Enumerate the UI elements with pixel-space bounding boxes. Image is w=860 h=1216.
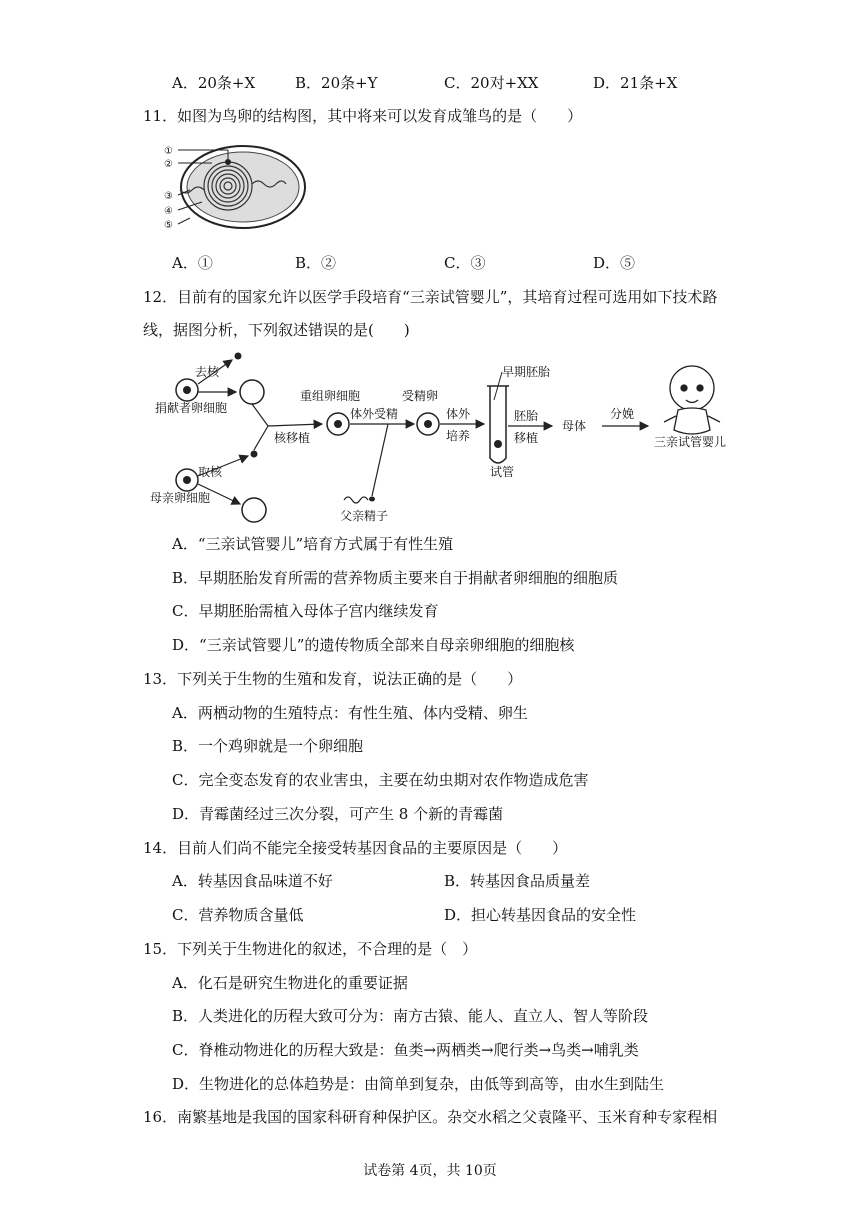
remove-nucleus-label: 去核 xyxy=(195,365,220,379)
q14-option-a: A．转基因食品味道不好 xyxy=(172,872,333,890)
q11-option-a: A．① xyxy=(172,254,213,272)
q15-option-a: A．化石是研究生物进化的重要证据 xyxy=(172,974,408,992)
bird-egg-diagram xyxy=(150,140,310,235)
q10-option-b: B．20条+Y xyxy=(295,74,378,92)
q15-option-d: D．生物进化的总体趋势是：由简单到复杂，由低等到高等，由水生到陆生 xyxy=(172,1075,665,1093)
q11-stem: 11．如图为鸟卵的结构图，其中将来可以发育成雏鸟的是（ ） xyxy=(143,107,583,125)
egg-label-1: ① xyxy=(164,146,173,157)
q10-option-c: C．20对+XX xyxy=(444,74,539,92)
q15-option-b: B．人类进化的历程大致可分为：南方古猿、能人、直立人、智人等阶段 xyxy=(172,1007,649,1025)
culture-label-1: 体外 xyxy=(446,407,471,421)
q13-option-c: C．完全变态发育的农业害虫，主要在幼虫期对农作物造成危害 xyxy=(172,771,589,789)
q10-option-a: A．20条+X xyxy=(172,74,256,92)
q14-option-d: D．担心转基因食品的安全性 xyxy=(444,906,637,924)
q12-stem-line2: 线，据图分析，下列叙述错误的是( ) xyxy=(143,321,410,339)
page-footer: 试卷第 4页，共 10页 xyxy=(363,1163,497,1179)
take-nucleus-label: 取核 xyxy=(198,465,223,479)
q14-option-b: B．转基因食品质量差 xyxy=(444,872,591,890)
three-parent-baby-label: 三亲试管婴儿 xyxy=(654,435,727,449)
q11-option-b: B．② xyxy=(295,254,337,272)
q14-option-c: C．营养物质含量低 xyxy=(172,906,304,924)
q12-option-a: A．“三亲试管婴儿”培育方式属于有性生殖 xyxy=(172,535,454,553)
q13-option-d: D．青霉菌经过三次分裂，可产生 8 个新的青霉菌 xyxy=(172,805,504,823)
q15-option-c: C．脊椎动物进化的历程大致是：鱼类→两栖类→爬行类→鸟类→哺乳类 xyxy=(172,1041,639,1059)
egg-label-2: ② xyxy=(164,159,173,170)
test-tube-label: 试管 xyxy=(490,465,515,479)
q13-option-a: A．两栖动物的生殖特点：有性生殖、体内受精、卵生 xyxy=(172,704,528,722)
baby-icon xyxy=(664,366,720,434)
q16-stem: 16．南繁基地是我国的国家科研育种保护区。杂交水稻之父袁隆平、玉米育种专家程相 xyxy=(143,1108,718,1126)
zygote-label: 受精卵 xyxy=(402,389,439,403)
q12-option-c: C．早期胚胎需植入母体子宫内继续发育 xyxy=(172,602,439,620)
father-sperm-label: 父亲精子 xyxy=(340,509,389,523)
embryo-transfer-label-2: 移植 xyxy=(514,431,539,445)
egg-label-3: ③ xyxy=(164,191,173,202)
embryo-transfer-label-1: 胚胎 xyxy=(514,409,539,423)
nuclear-transfer-label: 核移植 xyxy=(274,431,311,445)
donor-egg-label: 捐献者卵细胞 xyxy=(155,401,228,415)
egg-label-5: ⑤ xyxy=(164,220,173,231)
culture-label-2: 培养 xyxy=(446,429,471,443)
q14-stem: 14．目前人们尚不能完全接受转基因食品的主要原因是（ ） xyxy=(143,839,568,857)
q13-option-b: B．一个鸡卵就是一个卵细胞 xyxy=(172,737,364,755)
mother-body-label: 母体 xyxy=(562,419,587,433)
three-parent-baby-diagram xyxy=(140,348,740,526)
q10-option-d: D．21条+X xyxy=(593,74,678,92)
mother-egg-label: 母亲卵细胞 xyxy=(150,491,211,505)
ivf-label: 体外受精 xyxy=(350,407,399,421)
q12-option-d: D．“三亲试管婴儿”的遗传物质全部来自母亲卵细胞的细胞核 xyxy=(172,636,575,654)
delivery-label: 分娩 xyxy=(610,407,635,421)
recombined-egg-label: 重组卵细胞 xyxy=(300,389,361,403)
early-embryo-label: 早期胚胎 xyxy=(502,365,551,379)
q13-stem: 13．下列关于生物的生殖和发育，说法正确的是（ ） xyxy=(143,670,523,688)
q15-stem: 15．下列关于生物进化的叙述，不合理的是（ ） xyxy=(143,940,478,958)
q12-option-b: B．早期胚胎发育所需的营养物质主要来自于捐献者卵细胞的细胞质 xyxy=(172,569,619,587)
q11-option-d: D．⑤ xyxy=(593,254,636,272)
q11-option-c: C．③ xyxy=(444,254,486,272)
egg-label-4: ④ xyxy=(164,206,173,217)
q12-stem-line1: 12．目前有的国家允许以医学手段培育“三亲试管婴儿”，其培育过程可选用如下技术路 xyxy=(143,288,718,306)
